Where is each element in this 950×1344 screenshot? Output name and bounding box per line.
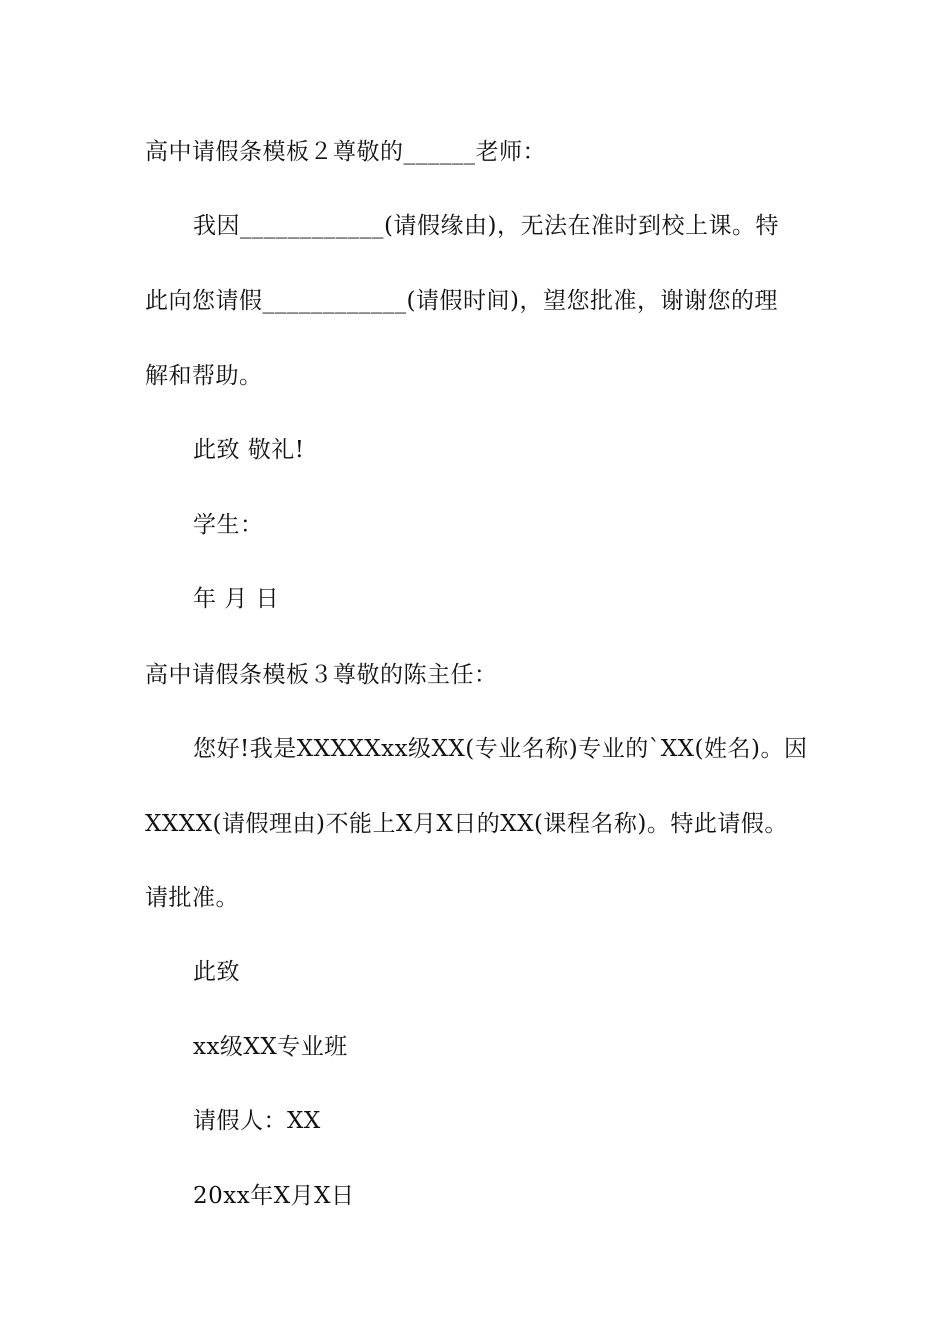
template2-date: 年 月 日 [193, 586, 280, 612]
template2-student-signature: 学生： [193, 512, 264, 538]
template3-applicant: 请假人：XX [193, 1108, 321, 1134]
template3-body-line-3: 请批准。 [145, 885, 239, 911]
template3-heading: 高中请假条模板３尊敬的陈主任： [145, 662, 498, 688]
template3-class: xx级XX专业班 [193, 1034, 348, 1060]
template3-closing: 此致 [193, 959, 240, 985]
template2-body-line-1: 我因____________(请假缘由)，无法在准时到校上课。特 [193, 213, 779, 239]
template3-body-line-2: XXXX(请假理由)不能上X月X日的XX(课程名称)。特此请假。 [145, 811, 788, 837]
template2-body-line-2: 此向您请假____________(请假时间)，望您批准，谢谢您的理 [145, 288, 778, 314]
template2-heading: 高中请假条模板２尊敬的______老师： [145, 139, 546, 165]
template3-body-line-1: 您好!我是XXXXXxx级XX(专业名称)专业的`XX(姓名)。因 [193, 736, 808, 762]
template3-date: 20xx年X月X日 [193, 1183, 355, 1209]
template2-closing: 此致 敬礼! [193, 437, 305, 463]
template2-body-line-3: 解和帮助。 [145, 363, 263, 389]
